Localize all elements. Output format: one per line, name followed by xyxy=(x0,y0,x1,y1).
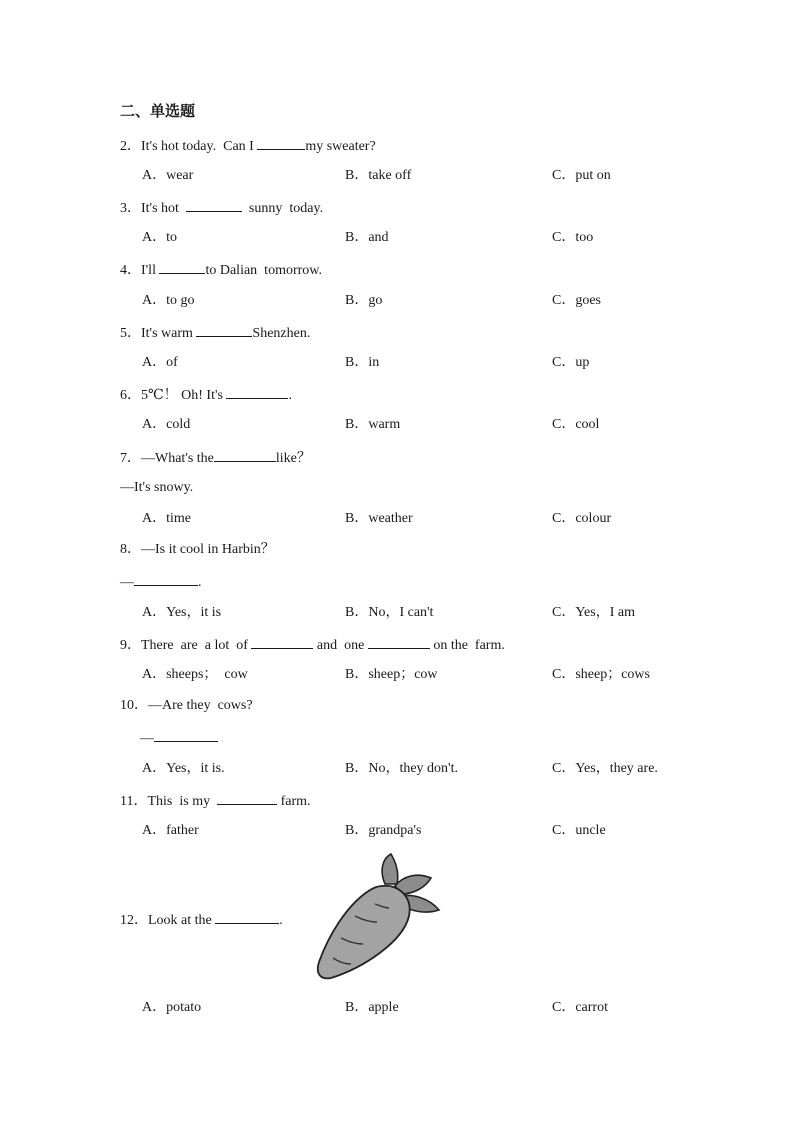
answer-blank[interactable] xyxy=(214,448,276,462)
option-a[interactable]: A．to xyxy=(142,230,177,245)
option-c[interactable]: C．colour xyxy=(552,511,612,526)
option-a[interactable]: A．potato xyxy=(142,1000,202,1015)
option-a[interactable]: A．sheeps； cow xyxy=(142,667,248,682)
option-a[interactable]: A．wear xyxy=(142,168,194,183)
question-10-reply: — xyxy=(140,728,218,748)
option-c[interactable]: C．uncle xyxy=(552,823,606,838)
answer-blank[interactable] xyxy=(226,385,288,399)
question-2: 2．It's hot today. Can I my sweater? xyxy=(120,136,376,156)
option-b[interactable]: B．No，they don't. xyxy=(345,761,458,776)
option-b[interactable]: B．go xyxy=(345,293,383,308)
question-7-reply: —It's snowy. xyxy=(120,480,194,495)
section-title: 二、单选题 xyxy=(120,102,196,120)
answer-blank[interactable] xyxy=(186,198,242,212)
option-c[interactable]: C．sheep；cows xyxy=(552,667,650,682)
question-8: 8．—Is it cool in Harbin？ xyxy=(120,542,275,557)
carrot-image xyxy=(313,850,443,985)
option-a[interactable]: A．Yes，it is xyxy=(142,605,222,620)
answer-blank[interactable] xyxy=(257,136,305,150)
option-b[interactable]: B．in xyxy=(345,355,380,370)
option-a[interactable]: A．father xyxy=(142,823,199,838)
option-b[interactable]: B．No，I can't xyxy=(345,605,434,620)
option-b[interactable]: B．sheep；cow xyxy=(345,667,438,682)
question-6: 6．5℃！ Oh! It's . xyxy=(120,385,292,405)
answer-blank[interactable] xyxy=(217,791,277,805)
question-12: 12．Look at the . xyxy=(120,910,283,930)
option-c[interactable]: C．goes xyxy=(552,293,601,308)
option-c[interactable]: C．too xyxy=(552,230,594,245)
question-3: 3．It's hot sunny today. xyxy=(120,198,323,218)
option-c[interactable]: C．up xyxy=(552,355,590,370)
option-b[interactable]: B．warm xyxy=(345,417,401,432)
answer-blank[interactable] xyxy=(251,635,313,649)
answer-blank[interactable] xyxy=(215,910,279,924)
option-c[interactable]: C．put on xyxy=(552,168,611,183)
option-c[interactable]: C．carrot xyxy=(552,1000,608,1015)
question-5: 5．It's warm Shenzhen. xyxy=(120,323,310,343)
option-b[interactable]: B．weather xyxy=(345,511,413,526)
option-a[interactable]: A．cold xyxy=(142,417,191,432)
option-c[interactable]: C．Yes，I am xyxy=(552,605,635,620)
option-a[interactable]: A．of xyxy=(142,355,178,370)
option-b[interactable]: B．take off xyxy=(345,168,412,183)
question-8-reply: — . xyxy=(120,572,202,592)
option-c[interactable]: C．cool xyxy=(552,417,600,432)
answer-blank[interactable] xyxy=(368,635,430,649)
question-4: 4．I'll to Dalian tomorrow. xyxy=(120,260,322,280)
question-11: 11．This is my farm. xyxy=(120,791,311,811)
option-a[interactable]: A．Yes，it is. xyxy=(142,761,225,776)
question-9: 9．There are a lot of and one on the farm. xyxy=(120,635,505,655)
option-a[interactable]: A．to go xyxy=(142,293,195,308)
option-b[interactable]: B．and xyxy=(345,230,389,245)
option-c[interactable]: C．Yes，they are. xyxy=(552,761,658,776)
answer-blank[interactable] xyxy=(196,323,252,337)
option-b[interactable]: B．grandpa's xyxy=(345,823,422,838)
answer-blank[interactable] xyxy=(154,728,218,742)
question-10: 10．—Are they cows? xyxy=(120,698,253,713)
question-7: 7．—What's the like？ xyxy=(120,448,311,468)
option-b[interactable]: B．apple xyxy=(345,1000,399,1015)
answer-blank[interactable] xyxy=(134,572,198,586)
answer-blank[interactable] xyxy=(159,260,205,274)
option-a[interactable]: A．time xyxy=(142,511,191,526)
